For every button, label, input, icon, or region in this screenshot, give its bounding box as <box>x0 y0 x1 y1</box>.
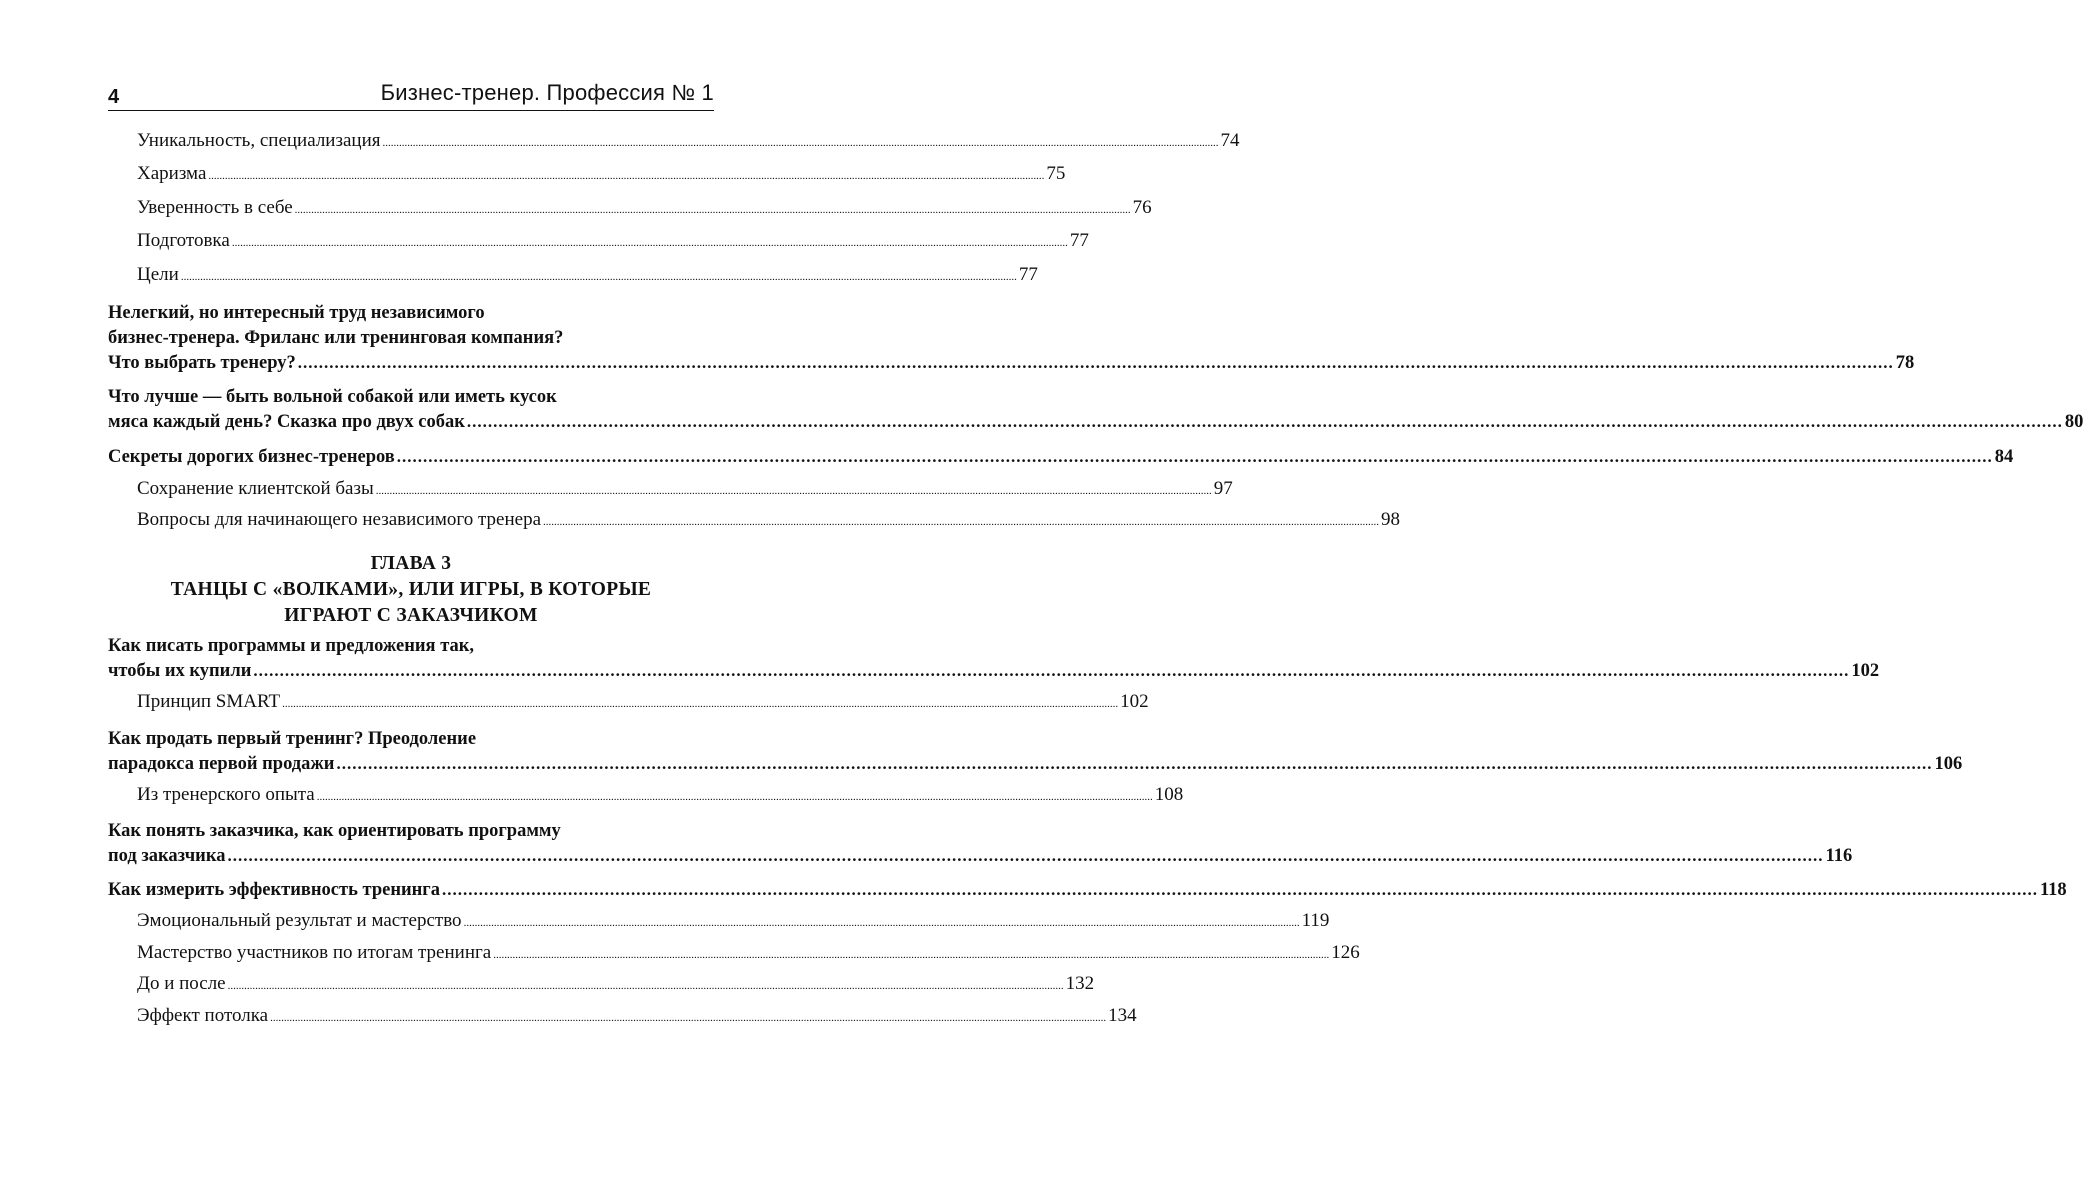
running-title: Бизнес-тренер. Профессия № 1 <box>380 80 714 105</box>
toc-entry-title: Харизма <box>137 163 207 184</box>
dot-leader: ................................................................................................................................................................................................................................................................................................................ <box>270 1012 1107 1024</box>
dot-leader: ................................................................................................................................................................................................................................................................................................................ <box>208 170 1045 182</box>
dot-leader: ................................................................................................................................................................................................................................................................................................................ <box>253 661 1850 680</box>
chapter-title-line: ТАНЦЫ С «ВОЛКАМИ», ИЛИ ИГРЫ, В КОТОРЫЕ <box>170 579 652 600</box>
toc-entry[interactable] <box>137 973 1095 995</box>
toc-section-title: Как измерить эффективность тренинга <box>108 880 440 900</box>
toc-entry-page: 108 <box>1154 784 1184 805</box>
toc-entry-title: Уверенность в себе <box>137 197 293 218</box>
toc-section-title: парадокса первой продажи <box>108 754 335 774</box>
toc-section-title: мяса каждый день? Сказка про двух собак <box>108 412 465 432</box>
toc-entry-page: 77 <box>1069 230 1089 251</box>
toc-entry[interactable] <box>137 163 1066 185</box>
toc-entry[interactable] <box>137 264 1038 286</box>
dot-leader: ................................................................................................................................................................................................................................................................................................................ <box>463 917 1300 929</box>
dot-leader: ................................................................................................................................................................................................................................................................................................................ <box>180 271 1017 283</box>
toc-entry-page: 134 <box>1108 1005 1137 1026</box>
toc-section-title: Секреты дорогих бизнес-тренеров <box>108 447 395 467</box>
toc-entry-page: 77 <box>1018 264 1038 285</box>
dot-leader: ................................................................................................................................................................................................................................................................................................................ <box>227 846 1824 865</box>
toc-entry-title: Сохранение клиентской базы <box>137 478 374 499</box>
toc-section[interactable] <box>108 412 2083 433</box>
toc-entry-page: 119 <box>1301 910 1330 931</box>
toc-section-page: 84 <box>1994 447 2014 467</box>
toc-entry[interactable] <box>137 1005 1137 1027</box>
toc-entry-page: 97 <box>1213 478 1233 499</box>
dot-leader: ................................................................................................................................................................................................................................................................................................................ <box>227 980 1064 992</box>
dot-leader: ................................................................................................................................................................................................................................................................................................................ <box>316 791 1153 803</box>
toc-entry-title: Подготовка <box>137 230 230 251</box>
page-number: 4 <box>108 86 120 108</box>
toc-entry[interactable] <box>137 509 1401 531</box>
toc-entry-title: Принцип SMART <box>137 691 281 712</box>
toc-section-title-line: бизнес-тренера. Фриланс или тренинговая компания? <box>108 328 564 348</box>
dot-leader: ................................................................................................................................................................................................................................................................................................................ <box>231 237 1068 249</box>
toc-section-page: 118 <box>2039 880 2067 900</box>
toc-entry-title: Эффект потолка <box>137 1005 269 1026</box>
toc-entry[interactable] <box>137 910 1330 932</box>
dot-leader: ................................................................................................................................................................................................................................................................................................................ <box>441 880 2038 899</box>
toc-entry-page: 75 <box>1046 163 1066 184</box>
toc-entry[interactable] <box>137 691 1149 713</box>
dot-leader: ................................................................................................................................................................................................................................................................................................................ <box>396 447 1993 466</box>
toc-entry[interactable] <box>137 230 1089 252</box>
dot-leader: ................................................................................................................................................................................................................................................................................................................ <box>282 698 1119 710</box>
toc-section-title-line: Как писать программы и предложения так, <box>108 636 475 656</box>
toc-entry-title: Цели <box>137 264 179 285</box>
toc-entry-page: 98 <box>1381 509 1401 530</box>
dot-leader: ................................................................................................................................................................................................................................................................................................................ <box>294 204 1131 216</box>
toc-section[interactable] <box>108 353 1915 374</box>
toc-section-title: под заказчика <box>108 846 226 866</box>
toc-section-page: 78 <box>1895 353 1915 373</box>
toc-entry-page: 102 <box>1120 691 1149 712</box>
toc-section-title-line: Как понять заказчика, как ориентировать программу <box>108 821 561 841</box>
dot-leader: ................................................................................................................................................................................................................................................................................................................ <box>466 412 2063 431</box>
toc-entry-title: Вопросы для начинающего независимого тренера <box>137 509 542 530</box>
dot-leader: ................................................................................................................................................................................................................................................................................................................ <box>493 949 1330 961</box>
toc-section[interactable] <box>108 661 1880 682</box>
toc-section-title: Что выбрать тренеру? <box>108 353 296 373</box>
toc-section-title-line: Нелегкий, но интересный труд независимого <box>108 303 485 323</box>
toc-entry-title: Уникальность, специализация <box>137 130 381 151</box>
toc-section-page: 116 <box>1825 846 1853 866</box>
toc-entry[interactable] <box>137 942 1360 964</box>
dot-leader: ................................................................................................................................................................................................................................................................................................................ <box>382 137 1219 149</box>
toc-section-title-line: Что лучше — быть вольной собакой или иметь кусок <box>108 387 557 407</box>
toc-entry-page: 126 <box>1331 942 1360 963</box>
dot-leader: ................................................................................................................................................................................................................................................................................................................ <box>336 754 1933 773</box>
toc-section-page: 80 <box>2064 412 2083 432</box>
dot-leader: ................................................................................................................................................................................................................................................................................................................ <box>543 516 1380 528</box>
chapter-number: ГЛАВА 3 <box>370 553 452 574</box>
chapter-heading <box>108 551 714 629</box>
toc-entry[interactable] <box>137 784 1184 806</box>
toc-section-page: 106 <box>1934 754 1963 774</box>
toc-entry[interactable] <box>137 197 1152 219</box>
dot-leader: ................................................................................................................................................................................................................................................................................................................ <box>297 353 1894 372</box>
toc-section[interactable] <box>108 754 1963 775</box>
toc-section[interactable] <box>108 846 1853 867</box>
toc-entry[interactable] <box>137 130 1240 152</box>
toc-entry-title: Эмоциональный результат и мастерство <box>137 910 462 931</box>
chapter-title-line: ИГРАЮТ С ЗАКАЗЧИКОМ <box>284 605 538 626</box>
toc-entry-title: До и после <box>137 973 226 994</box>
toc-section[interactable] <box>108 880 2067 901</box>
toc-section-title-line: Как продать первый тренинг? Преодоление <box>108 729 477 749</box>
toc-entry-page: 76 <box>1132 197 1152 218</box>
toc-entry-title: Мастерство участников по итогам тренинга <box>137 942 492 963</box>
toc-section-title: чтобы их купили <box>108 661 252 681</box>
toc-section[interactable] <box>108 447 2014 468</box>
toc-entry[interactable] <box>137 478 1233 500</box>
toc-entry-page: 74 <box>1220 130 1240 151</box>
toc-section-page: 102 <box>1851 661 1880 681</box>
dot-leader: ................................................................................................................................................................................................................................................................................................................ <box>375 485 1212 497</box>
toc-entry-title: Из тренерского опыта <box>137 784 315 805</box>
toc-entry-page: 132 <box>1065 973 1095 994</box>
